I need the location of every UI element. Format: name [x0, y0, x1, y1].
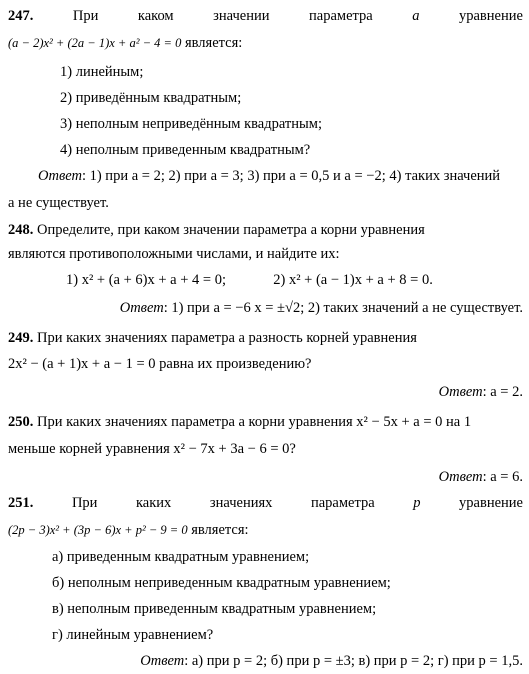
- word: каких: [135, 495, 172, 511]
- problem-number: 250.: [8, 414, 34, 430]
- word: значении: [213, 8, 270, 24]
- word: При: [72, 8, 99, 24]
- word: параметра: [310, 495, 375, 511]
- answer-text: : 1) при a = −6 x = ±√2; 2) таких значений a не существует.: [163, 300, 523, 316]
- word: параметра: [309, 8, 373, 24]
- problem-250-text: [8, 414, 523, 431]
- answer-text: : a = 6.: [482, 469, 523, 485]
- problem-247-heading: [8, 8, 523, 25]
- answer-text: : 1) при a = 2; 2) при a = 3; 3) при a = 0,5 и a = −2; 4) таких значений: [81, 168, 501, 184]
- equation: 2) x² + (a − 1)x + a + 8 = 0.: [273, 272, 433, 288]
- problem-number: 248.: [8, 222, 34, 238]
- answer-text: : a = 2.: [482, 384, 523, 400]
- problem-251-equation-line: [8, 522, 523, 539]
- problem-247-equation-line: [8, 35, 523, 52]
- list-item: 2) приведённым квадратным;: [60, 90, 242, 106]
- answer-label: Ответ: [438, 469, 483, 485]
- list-item: а) приведенным квадратным уравнением;: [52, 549, 310, 565]
- word: a: [412, 8, 420, 24]
- problem-text: При каких значениях параметра a разность корней уравнения: [37, 330, 417, 346]
- problem-250-answer: [8, 469, 523, 486]
- problem-number: 251.: [8, 495, 34, 511]
- answer-label: Ответ: [438, 384, 483, 400]
- problem-247-answer-cont: a не существует.: [8, 195, 109, 211]
- problem-number: 249.: [8, 330, 34, 346]
- word: уравнение: [459, 8, 523, 24]
- answer-text: : а) при p = 2; б) при p = ±3; в) при p = 2; г) при p = 1,5.: [184, 653, 523, 669]
- list-item: в) неполным приведенным квадратным уравнением;: [52, 601, 377, 617]
- word: p: [413, 495, 421, 511]
- list-item: 1) линейным;: [60, 64, 144, 80]
- problem-248-equations: [66, 272, 523, 289]
- word: При: [71, 495, 98, 511]
- problem-248-text: [8, 222, 523, 239]
- word: каком: [137, 8, 174, 24]
- word: значениях: [209, 495, 273, 511]
- problem-249-text: [8, 330, 523, 347]
- problem-249-answer: [8, 384, 523, 401]
- problem-248-text-cont: являются противоположными числами, и найдите их:: [8, 246, 340, 262]
- problem-248-answer: [8, 300, 523, 317]
- problem-249-text-cont: 2x² − (a + 1)x + a − 1 = 0 равна их произведению?: [8, 356, 312, 372]
- problem-number: 247.: [8, 8, 34, 24]
- problem-251-answer: [8, 653, 523, 670]
- equation: (2p − 3)x² + (3p − 6)x + p² − 9 = 0: [8, 523, 188, 537]
- word: уравнение: [459, 495, 523, 511]
- equation-suffix: является:: [191, 522, 249, 538]
- equation: 1) x² + (a + 6)x + a + 4 = 0;: [66, 272, 226, 288]
- list-item: 3) неполным неприведённым квадратным;: [60, 116, 322, 132]
- problem-text: При каких значениях параметра a корни уравнения x² − 5x + a = 0 на 1: [37, 414, 472, 430]
- problem-251-heading: [8, 495, 523, 512]
- problem-247-answer: [38, 168, 523, 185]
- answer-label: Ответ: [119, 300, 164, 316]
- equation-suffix: является:: [184, 35, 243, 51]
- answer-label: Ответ: [38, 168, 82, 184]
- list-item: г) линейным уравнением?: [52, 627, 214, 643]
- list-item: 4) неполным приведенным квадратным?: [60, 142, 311, 158]
- problem-250-text-cont: меньше корней уравнения x² − 7x + 3a − 6 = 0?: [8, 441, 296, 457]
- problem-text: Определите, при каком значении параметра a корни уравнения: [37, 222, 425, 238]
- answer-label: Ответ: [140, 653, 185, 669]
- list-item: б) неполным неприведенным квадратным уравнением;: [52, 575, 391, 591]
- equation: (a − 2)x² + (2a − 1)x + a² − 4 = 0: [8, 36, 182, 50]
